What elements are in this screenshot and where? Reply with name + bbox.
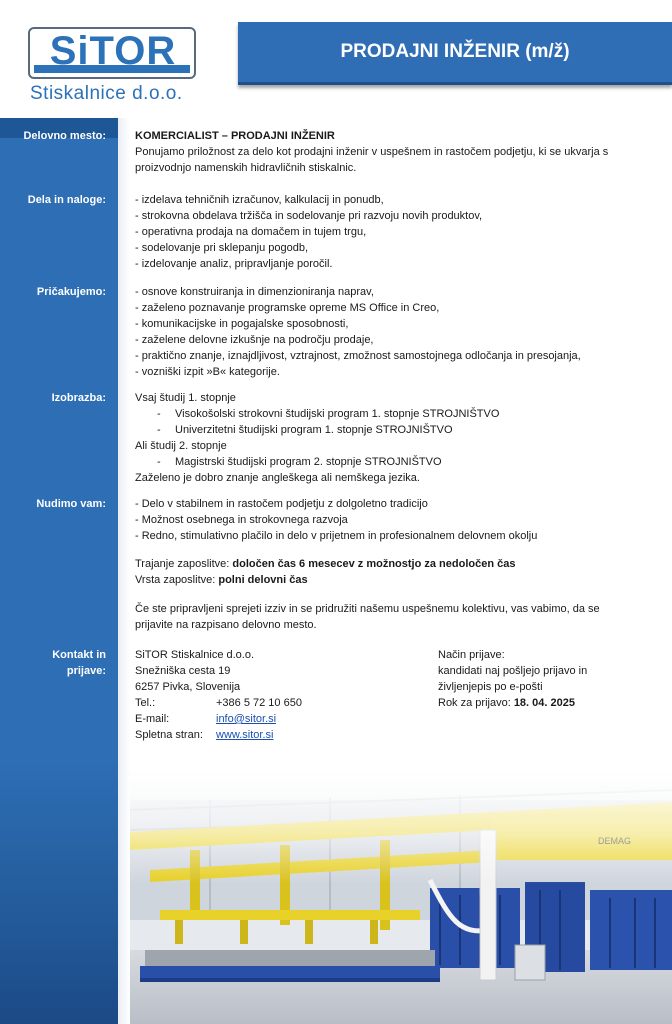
list-item: - zaželene delovne izkušnje na področju prodaje,: [135, 334, 374, 346]
list-item: - izdelovanje analiz, pripravljanje poročil.: [135, 258, 333, 270]
page-title: PRODAJNI INŽENIR (m/ž): [340, 41, 570, 62]
list-item: - operativna prodaja na domačem in tujem trgu,: [135, 226, 367, 238]
apply-heading: Način prijave:: [438, 649, 505, 661]
education-sub: Univerzitetni študijski program 1. stopnje STROJNIŠTVO: [175, 424, 453, 436]
list-item: - vozniški izpit »B« kategorije.: [135, 366, 280, 378]
logo-brand: SiTOR: [49, 29, 177, 73]
tel-label: Tel.:: [135, 697, 156, 709]
employment-terms: [135, 556, 515, 588]
section-education: [135, 390, 499, 486]
section-position: [135, 128, 608, 176]
company-city: 6257 Pivka, Slovenija: [135, 681, 241, 693]
web-label: Spletna stran:: [135, 729, 203, 741]
list-item: - Redno, stimulativno plačilo in delo v prijetnem in profesionalnem delovnem okolju: [135, 530, 538, 542]
label-expect: Pričakujemo:: [36, 286, 106, 298]
website-link[interactable]: www.sitor.si: [216, 729, 274, 741]
label-education: Izobrazba:: [51, 392, 106, 404]
type-label: Vrsta zaposlitve:: [135, 574, 219, 586]
education-line: Vsaj študij 1. stopnje: [135, 392, 236, 404]
list-item: - sodelovanje pri sklepanju pogodb,: [135, 242, 309, 254]
apply-line: kandidati naj pošljejo prijavo in: [438, 665, 588, 677]
application-info: [438, 647, 587, 711]
education-line: Zaželeno je dobro znanje angleškega ali nemškega jezika.: [135, 472, 420, 484]
list-item: - izdelava tehničnih izračunov, kalkulacij in ponudb,: [135, 194, 384, 206]
duration-label: Trajanje zaposlitve:: [135, 558, 233, 570]
list-item: - strokovna obdelava tržišča in sodelovanje pri razvoju novih produktov,: [135, 210, 483, 222]
list-item: - komunikacijske in pogajalske sposobnosti,: [135, 318, 349, 330]
strip-bottom-gradient: [0, 760, 120, 1024]
list-item: - praktično znanje, iznajdljivost, vztrajnost, zmožnost samostojnega odločanja in presojanja,: [135, 350, 581, 362]
duration-value: določen čas 6 mesecev z možnostjo za nedoločen čas: [232, 558, 516, 570]
section-offer: [135, 496, 537, 544]
deadline-label: Rok za prijavo:: [438, 697, 514, 709]
type-value: polni delovni čas: [218, 574, 308, 586]
company-logo: [28, 27, 198, 107]
dash: -: [157, 424, 161, 436]
list-item: - Delo v stabilnem in rastočem podjetju z dolgoletno tradicijo: [135, 498, 428, 510]
email-link[interactable]: info@sitor.si: [216, 713, 277, 725]
dash: -: [157, 408, 161, 420]
label-tasks: Dela in naloge:: [27, 194, 106, 206]
education-line: Ali študij 2. stopnje: [135, 440, 227, 452]
logo-subtitle: Stiskalnice d.o.o.: [30, 83, 183, 104]
education-sub: Magistrski študijski program 2. stopnje STROJNIŠTVO: [175, 456, 442, 468]
title-banner: [238, 22, 672, 85]
email-label: E-mail:: [135, 713, 170, 725]
logo-mark: [28, 27, 196, 79]
factory-photo: [130, 770, 672, 1024]
label-position: Delovno mesto:: [23, 130, 106, 142]
label-contact: [0, 647, 106, 679]
list-item: - osnove konstruiranja in dimenzioniranja naprav,: [135, 286, 374, 298]
education-sub: Visokošolski strokovni študijski program 1. stopnje STROJNIŠTVO: [175, 408, 500, 420]
closing-line: prijavite na razpisano delovno mesto.: [135, 619, 317, 631]
list-item: - zaželeno poznavanje programske opreme MS Office in Creo,: [135, 302, 440, 314]
position-heading: KOMERCIALIST – PRODAJNI INŽENIR: [135, 130, 335, 142]
closing-text: [135, 601, 600, 633]
position-line: Ponujamo priložnost za delo kot prodajni inženir v uspešnem in rastočem podjetju, ki se ukvarja s: [135, 146, 609, 158]
label-offer: Nudimo vam:: [36, 498, 106, 510]
deadline-value: 18. 04. 2025: [513, 697, 575, 709]
tel-value: +386 5 72 10 650: [216, 697, 302, 709]
company-street: Snežniška cesta 19: [135, 665, 231, 677]
position-line: proizvodnjo namenskih hidravličnih stiskalnic.: [135, 162, 357, 174]
section-tasks: [135, 192, 482, 272]
contact-info: [135, 647, 302, 743]
dash: -: [157, 456, 161, 468]
list-item: - Možnost osebnega in strokovnega razvoja: [135, 514, 348, 526]
strip-edge: [118, 118, 130, 1024]
company-name: SiTOR Stiskalnice d.o.o.: [135, 649, 255, 661]
section-expect: [135, 284, 581, 380]
label-contact-line: prijave:: [66, 665, 106, 677]
factory-illustration: [130, 770, 672, 1024]
apply-line: življenjepis po e-pošti: [438, 681, 543, 693]
closing-line: Če ste pripravljeni sprejeti izziv in se pridružiti našemu uspešnemu kolektivu, vas vabimo, da se: [135, 603, 600, 615]
label-contact-line: Kontakt in: [52, 649, 106, 661]
